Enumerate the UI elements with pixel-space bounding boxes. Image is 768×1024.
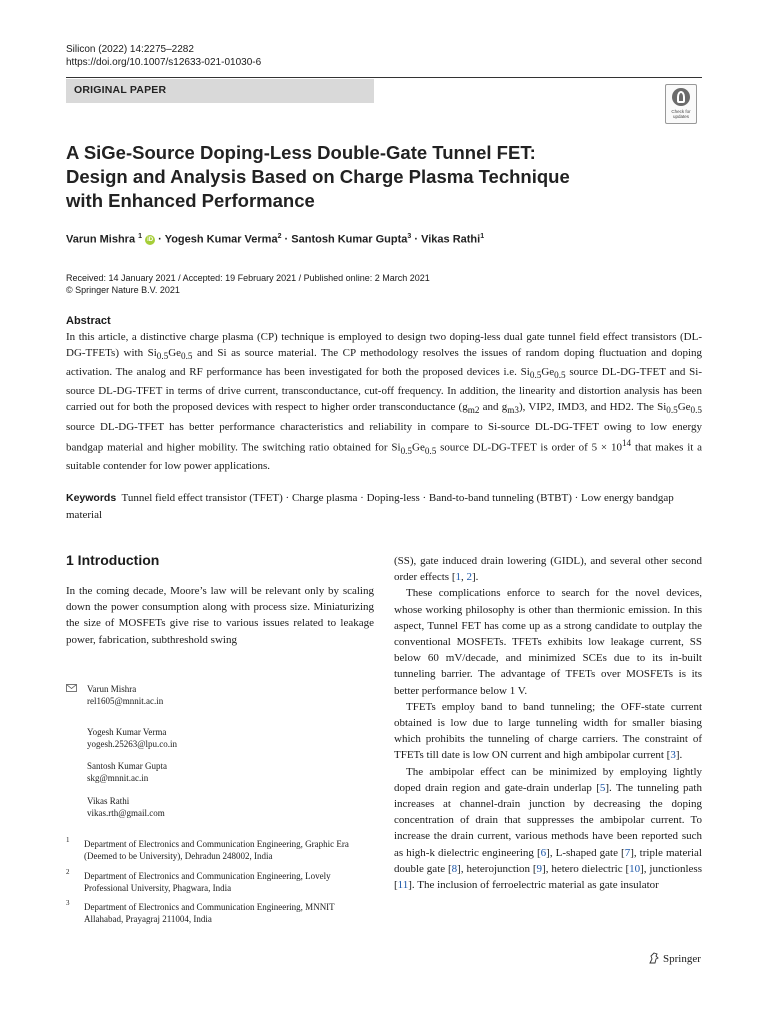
copyright-notice: © Springer Nature B.V. 2021 <box>66 285 180 295</box>
paragraph-text: ], heterojunction [ <box>457 862 537 875</box>
paragraph-text: ], triple material double gate [ <box>394 846 702 875</box>
contact-entry <box>87 683 163 707</box>
paragraph-text: TFETs employ band to band tunneling; the OFF-state current obtained is low due to large tunneling width for smaller biasing which prohibits the tunneling of charge carriers. The constraint of TFETs till date is low ON current and high ambipolar current [ <box>394 700 702 762</box>
abstract-text: ), VIP2, IMD3, and HD2. The Si <box>518 401 667 414</box>
check-for-updates-badge[interactable] <box>665 84 697 124</box>
author-name[interactable]: Santosh Kumar Gupta <box>291 233 408 246</box>
superscript: 14 <box>621 437 632 448</box>
paragraph-text: ]. <box>471 571 479 584</box>
publisher-name: Springer <box>663 953 701 965</box>
contact-email[interactable]: rel1605@mnnit.ac.in <box>87 696 164 706</box>
paragraph-text: The ambipolar effect can be minimized by employing lightly doped drain region and gate-drain underlap [ <box>394 765 702 794</box>
paragraph <box>394 553 702 585</box>
contact-entry <box>87 726 177 750</box>
abstract-text: and g <box>479 401 508 414</box>
abstract-text: Ge <box>677 401 691 414</box>
section-heading: 1 Introduction <box>66 552 160 568</box>
author-list: Varun Mishra $^1$ iD · Yogesh Kumar Verma$^2$ · Santosh Kumar Gupta$^3$ · Vikas Rathi$^1$ <box>66 233 485 246</box>
contact-entry <box>87 795 165 819</box>
citation-link[interactable]: 8 <box>451 862 458 875</box>
affiliation-text: Department of Electronics and Communication Engineering, Graphic Era (Deemed to be University), Dehradun 248002, India <box>84 839 349 861</box>
subscript: 0.5 <box>156 351 169 362</box>
author-affiliation-mark: 2 <box>277 233 282 240</box>
citation-link[interactable]: 11 <box>397 879 409 892</box>
contact-email[interactable]: skg@mnnit.ac.in <box>87 773 149 783</box>
contact-name: Varun Mishra <box>87 684 137 694</box>
abstract-text: Ge <box>412 441 425 454</box>
intro-right-column <box>394 553 702 893</box>
paragraph-text: ]. <box>675 749 683 762</box>
contact-email[interactable]: yogesh.25263@lpu.co.in <box>87 739 178 749</box>
intro-left-column <box>66 583 374 648</box>
citation-link[interactable]: 2 <box>466 571 472 584</box>
subscript: 0.5 <box>181 351 193 362</box>
subscript: m2 <box>467 405 480 416</box>
affiliation-number: 3 <box>66 899 70 907</box>
abstract-text: Ge <box>541 366 555 379</box>
citation-link[interactable]: 7 <box>624 846 631 859</box>
abstract-heading: Abstract <box>66 315 111 327</box>
title-line: with Enhanced Performance <box>66 190 315 211</box>
contact-name: Vikas Rathi <box>87 796 130 806</box>
check-updates-icon <box>672 88 690 106</box>
contact-name: Yogesh Kumar Verma <box>87 727 167 737</box>
orcid-icon[interactable]: iD <box>147 236 154 243</box>
subscript: 0.5 <box>529 370 542 381</box>
abstract-text: source DL-DG-TFET is order of 5 × 10 <box>436 441 622 454</box>
paragraph-text: ]. The tunneling path increases at channel-drain junction by decreasing the doping concentration of drain that suppresses the ambipolar current. To increase the drain current, various methods have been reported such as high-k dielectric engineering [ <box>394 781 702 859</box>
citation-link[interactable]: 1 <box>455 571 461 584</box>
paragraph: In the coming decade, Moore’s law will be relevant only by scaling down the power consumption along with process size. Miniaturizing the size of MOSFETs give rise to various issues related to leakage power, fabrication, subthreshold swing <box>66 585 374 646</box>
check-badge-line-2: updates <box>672 114 689 119</box>
abstract-body <box>66 329 702 474</box>
subscript: m3 <box>507 405 519 416</box>
paragraph-text: ], L-shaped gate [ <box>546 846 625 859</box>
contact-name: Santosh Kumar Gupta <box>87 761 167 771</box>
contact-email[interactable]: vikas.rth@gmail.com <box>87 808 165 818</box>
mail-icon <box>66 684 77 692</box>
subscript: 0.5 <box>666 405 678 416</box>
affiliation-text: Department of Electronics and Communication Engineering, MNNIT Allahabad, Prayagraj 211004, India <box>84 902 335 924</box>
affiliation-number: 2 <box>66 868 70 876</box>
publication-dates: Received: 14 January 2021 / Accepted: 19 February 2021 / Published online: 2 March 2021 <box>66 273 430 283</box>
paragraph-text: ], junctionless [ <box>394 862 702 892</box>
author-name[interactable]: Varun Mishra <box>66 233 136 246</box>
citation-link[interactable]: 6 <box>540 846 547 859</box>
keywords-text: Tunnel field effect transistor (TFET) · Charge plasma · Doping-less · Band-to-band tunneling (BTBT) · Low energy bandgap material <box>66 492 674 521</box>
author-name[interactable]: Yogesh Kumar Verma <box>164 233 278 246</box>
paper-title <box>66 141 706 213</box>
paragraph: These complications enforce to search for the novel devices, whose working philosophy is other than thermionic emission. In this aspect, Tunnel FET has come up as a strong candidate to outplay the conventional MOSFETs. TFETs exhibits low leakage current, SS below 60 mV/decade, and minimized SCEs due to its in-built tunneling barrier. The advantage of TFETs over MOSFETs is its better performance below 1 V. <box>394 587 702 697</box>
paragraph <box>394 764 702 894</box>
article-type-banner <box>66 79 374 103</box>
subscript: 0.5 <box>424 445 437 456</box>
subscript: 0.5 <box>554 370 566 381</box>
doi-link[interactable]: https://doi.org/10.1007/s12633-021-01030-6 <box>66 57 262 68</box>
paragraph-text: ]. The inclusion of ferroelectric material as gate insulator <box>408 879 659 892</box>
citation-link[interactable]: 5 <box>599 781 606 794</box>
citation-link[interactable]: 3 <box>670 749 676 762</box>
abstract-text: Ge <box>168 347 182 359</box>
article-type-label: ORIGINAL PAPER <box>74 84 167 96</box>
springer-horse-icon <box>648 952 660 964</box>
affiliation-text: Department of Electronics and Communication Engineering, Lovely Professional University, Phagwara, India <box>84 871 331 893</box>
subscript: 0.5 <box>690 405 702 416</box>
affiliation-number: 1 <box>66 836 70 844</box>
author-affiliation-mark: 3 <box>407 233 412 240</box>
abstract-text: source DL-DG-TFET has better performance characteristics and reliability in compare to Si-source DL-DG-TFET owing to low energy bandgap material and higher mobility. The switching ratio obtained for Si <box>66 420 702 454</box>
abstract-text: that makes it a suitable contender for low power applications. <box>66 441 703 473</box>
keywords <box>66 490 702 523</box>
title-line: Design and Analysis Based on Charge Plasma Technique <box>66 166 570 187</box>
citation-link[interactable]: 9 <box>536 862 543 875</box>
paragraph-text: (SS), gate induced drain lowering (GIDL), and several other second order effects [ <box>394 555 702 584</box>
paragraph-text: , <box>460 571 467 584</box>
contact-entry <box>87 760 167 784</box>
title-line: A SiGe-Source Doping-Less Double-Gate Tunnel FET: <box>66 142 536 163</box>
citation-link[interactable]: 10 <box>629 862 641 875</box>
publisher-logo <box>648 952 701 965</box>
header-rule <box>66 77 702 78</box>
subscript: 0.5 <box>400 445 413 456</box>
abstract-text: and Si as source material. The CP methodology resolves the issues of random doping fluctuation and doping activation. The analog and RF performance has been investigated for both the proposed devices i.e. Si <box>66 347 702 379</box>
author-affiliation-mark: 1 <box>480 233 485 240</box>
author-affiliation-mark: 1 <box>138 233 143 240</box>
check-badge-line-1: Check for <box>671 109 691 114</box>
author-name[interactable]: Vikas Rathi <box>421 233 481 246</box>
abstract-text: source DL-DG-TFET and Si-source DL-DG-TFET in terms of drive current, transconductance, cut-off frequency. In addition, the linearity and distortion analysis has been carried out for both the proposed devices with respect to higher order transconductance (g <box>66 366 702 414</box>
paragraph-text: ], hetero dielectric [ <box>542 862 630 875</box>
paragraph <box>394 699 702 764</box>
keywords-label: Keywords <box>66 492 117 504</box>
journal-citation: Silicon (2022) 14:2275–2282 <box>66 44 194 55</box>
abstract-text: In this article, a distinctive charge plasma (CP) technique is employed to design two doping-less dual gate tunnel field effect transistors (DL-DG-TFETs) with Si <box>66 331 702 359</box>
